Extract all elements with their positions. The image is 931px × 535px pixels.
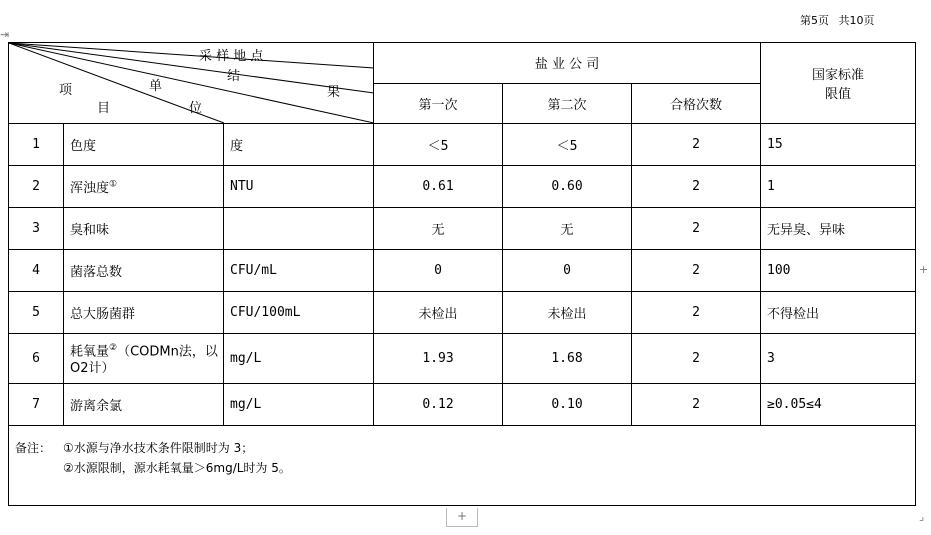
row-pass: 2 xyxy=(632,124,761,166)
item-label-2: 目 xyxy=(97,101,111,116)
table-row xyxy=(9,250,916,292)
row-v1: 未检出 xyxy=(374,292,503,334)
page-number: 第5页 xyxy=(800,14,829,27)
result-label-1: 结 xyxy=(227,69,241,84)
row-pass: 2 xyxy=(632,208,761,250)
row-no: 5 xyxy=(9,292,64,334)
row-limit: 3 xyxy=(761,334,916,384)
row-v2: 0.10 xyxy=(503,384,632,426)
row-no: 6 xyxy=(9,334,64,384)
row-pass: 2 xyxy=(632,292,761,334)
sample-site-label: 采 样 地 点 xyxy=(199,49,264,64)
row-pass: 2 xyxy=(632,250,761,292)
row-pass: 2 xyxy=(632,334,761,384)
row-unit: CFU/mL xyxy=(224,250,374,292)
row-no: 4 xyxy=(9,250,64,292)
row-limit: 100 xyxy=(761,250,916,292)
row-limit: 15 xyxy=(761,124,916,166)
table-row xyxy=(9,208,916,250)
row-pass: 2 xyxy=(632,384,761,426)
table-row xyxy=(9,124,916,166)
row-no: 3 xyxy=(9,208,64,250)
row-name-tail: （CODMn法，以O2计） xyxy=(70,344,218,377)
row-v2: ＜5 xyxy=(503,124,632,166)
note-2: ②水源限制，源水耗氧量＞6mg/L时为 5。 xyxy=(63,461,291,475)
row-name: 臭和味 xyxy=(64,208,224,250)
row-v1: 无 xyxy=(374,208,503,250)
add-column-icon[interactable]: + xyxy=(919,263,929,276)
row-name: 耗氧量 xyxy=(70,344,110,360)
row-v2: 无 xyxy=(503,208,632,250)
result-label-2: 果 xyxy=(327,85,341,100)
water-quality-table xyxy=(8,42,915,507)
row-v1: 1.93 xyxy=(374,334,503,384)
row-unit: 度 xyxy=(224,124,374,166)
row-unit: mg/L xyxy=(224,334,374,384)
diagonal-header-cell xyxy=(9,43,374,124)
row-v1: 0 xyxy=(374,250,503,292)
col-pass-count: 合格次数 xyxy=(632,83,761,124)
unit-label-1: 单 xyxy=(149,79,163,94)
row-limit: 1 xyxy=(761,166,916,208)
row-name-cell xyxy=(64,166,224,208)
resize-handle-icon[interactable]: ⌟ xyxy=(919,510,925,523)
footnote-mark: ② xyxy=(109,342,118,353)
notes-cell xyxy=(9,426,916,506)
row-v2: 0 xyxy=(503,250,632,292)
row-unit xyxy=(224,208,374,250)
row-name: 色度 xyxy=(64,124,224,166)
col-first: 第一次 xyxy=(374,83,503,124)
row-limit: 不得检出 xyxy=(761,292,916,334)
table-row xyxy=(9,166,916,208)
page-header xyxy=(800,12,881,28)
unit-label-2: 位 xyxy=(189,101,203,116)
standard-header-line1: 国家标准 xyxy=(812,68,865,83)
row-name: 菌落总数 xyxy=(64,250,224,292)
row-limit: 无异臭、异味 xyxy=(761,208,916,250)
row-name-cell xyxy=(64,334,224,384)
row-v1: ＜5 xyxy=(374,124,503,166)
notes-label: 备注： xyxy=(15,441,52,455)
row-no: 7 xyxy=(9,384,64,426)
collapse-left-icon[interactable]: ⇥ xyxy=(0,28,10,41)
standard-header xyxy=(761,43,916,124)
row-v2: 未检出 xyxy=(503,292,632,334)
page-total: 共10页 xyxy=(838,14,875,27)
row-pass: 2 xyxy=(632,166,761,208)
table-row xyxy=(9,384,916,426)
col-second: 第二次 xyxy=(503,83,632,124)
row-limit: ≥0.05≤4 xyxy=(761,384,916,426)
row-v2: 0.60 xyxy=(503,166,632,208)
footnote-mark: ① xyxy=(109,179,118,190)
row-no: 1 xyxy=(9,124,64,166)
row-v1: 0.61 xyxy=(374,166,503,208)
item-label-1: 项 xyxy=(59,83,73,98)
company-header: 盐 业 公 司 xyxy=(374,43,761,84)
row-no: 2 xyxy=(9,166,64,208)
row-unit: mg/L xyxy=(224,384,374,426)
notes-row xyxy=(9,426,916,506)
row-unit: CFU/100mL xyxy=(224,292,374,334)
add-row-button[interactable]: + xyxy=(446,508,478,527)
table-row xyxy=(9,334,916,384)
row-v2: 1.68 xyxy=(503,334,632,384)
table-row xyxy=(9,292,916,334)
note-1: ①水源与净水技术条件限制时为 3； xyxy=(63,441,254,455)
row-v1: 0.12 xyxy=(374,384,503,426)
row-name: 总大肠菌群 xyxy=(64,292,224,334)
row-name: 浑浊度 xyxy=(70,181,110,196)
row-name: 游离余氯 xyxy=(64,384,224,426)
row-unit: NTU xyxy=(224,166,374,208)
standard-header-line2: 限值 xyxy=(825,87,852,102)
